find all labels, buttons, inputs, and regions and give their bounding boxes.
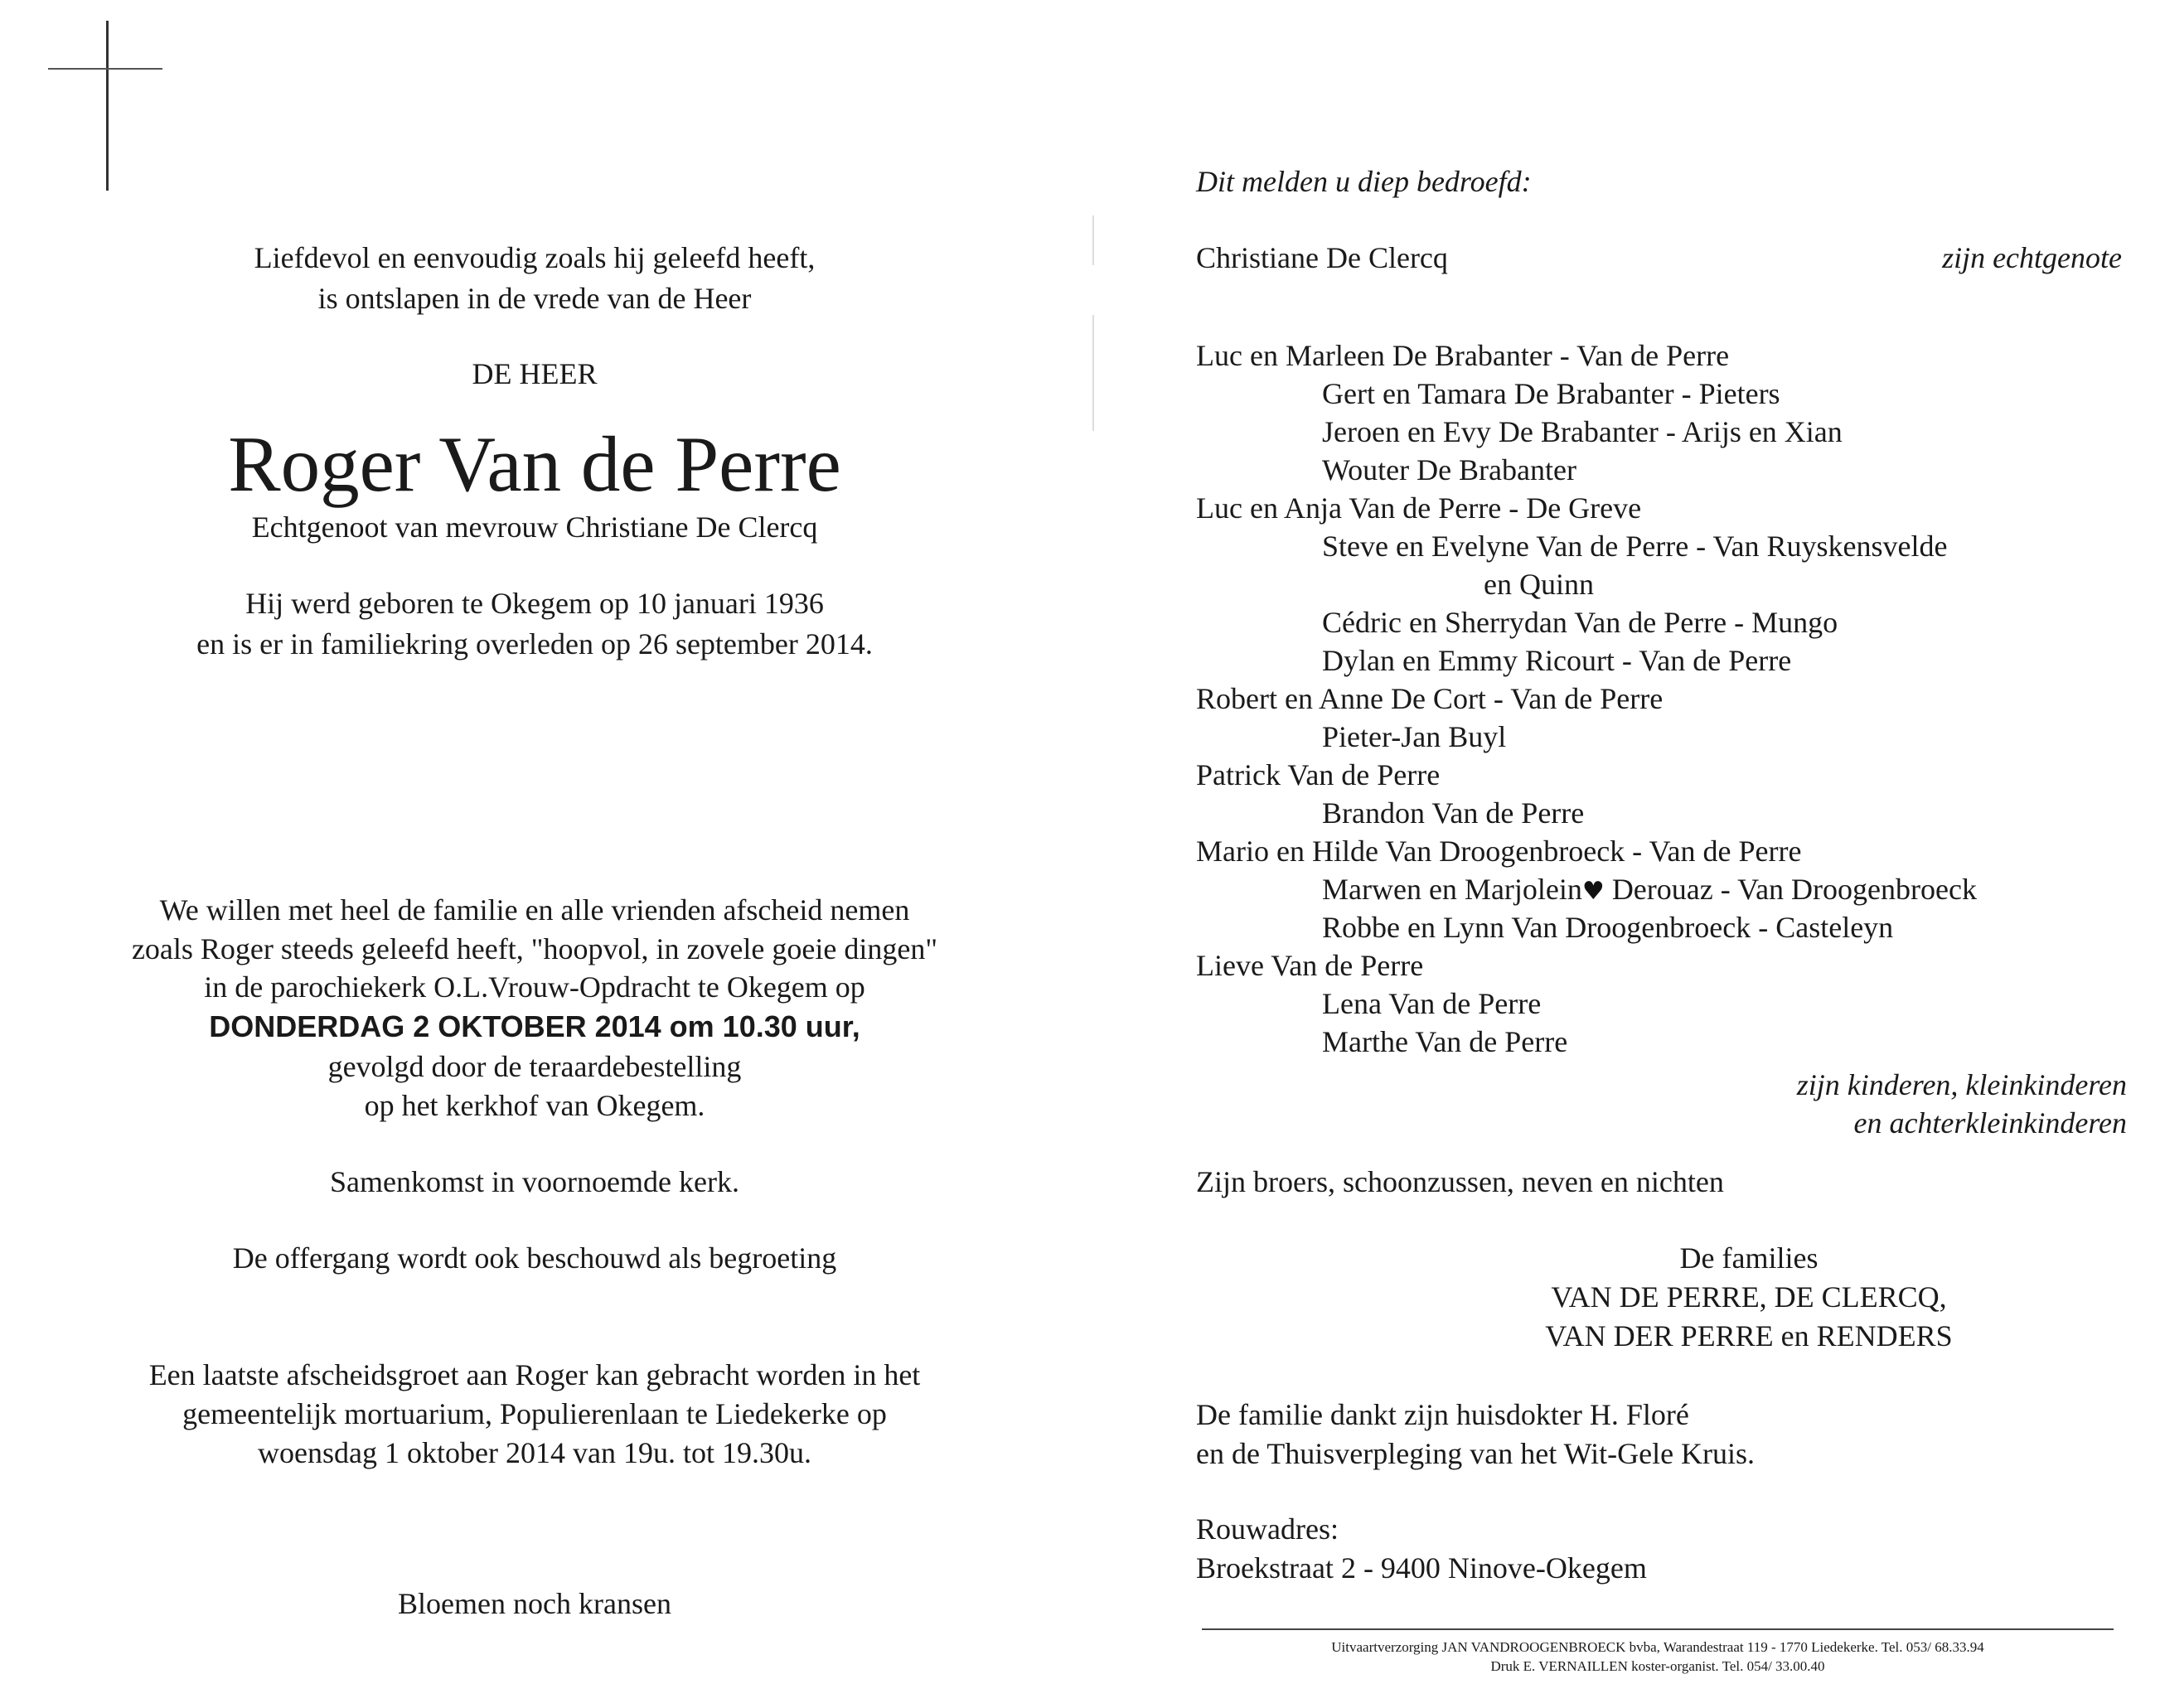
family-member [1322, 603, 1838, 641]
family-member [1322, 718, 1506, 756]
footer-rule [1202, 1628, 2114, 1630]
spouse-name: Christiane De Clercq [1196, 241, 1448, 274]
family-member-name-suffix: Derouaz - Van Droogenbroeck [1604, 873, 1977, 906]
family-member [1322, 985, 1541, 1023]
family-member [1322, 413, 1843, 451]
family-member-name: Lieve Van de Perre [1196, 949, 1424, 982]
viewing-line-2: gemeentelijk mortuarium, Populierenlaan te Liedekerke op [182, 1397, 887, 1430]
family-member [1196, 336, 1729, 375]
death-line: en is er in familiekring overleden op 26 september 2014. [196, 627, 873, 660]
family-member-name: Jeroen en Evy De Brabanter - Arijs en Xian [1322, 415, 1843, 448]
honorific: DE HEER [472, 357, 598, 390]
family-member [1322, 794, 1584, 832]
family-member [1322, 908, 1893, 946]
family-member [1322, 1023, 1567, 1061]
siblings-line: Zijn broers, schoonzussen, neven en nichten [1196, 1165, 1724, 1198]
family-member-name: Brandon Van de Perre [1322, 796, 1585, 830]
gathering-line: Samenkomst in voornoemde kerk. [330, 1165, 739, 1198]
spouse-role: zijn echtgenote [1942, 241, 2122, 274]
farewell-line-3: in de parochiekerk O.L.Vrouw-Opdracht te Okegem op [204, 970, 865, 1004]
fold-mark [1092, 215, 1094, 265]
fold-mark [1092, 315, 1094, 431]
announcement: Dit melden u diep bedroefd: [1196, 165, 1532, 198]
offering-line: De offergang wordt ook beschouwd als begroeting [232, 1241, 837, 1275]
family-member-name: Lena Van de Perre [1322, 987, 1542, 1020]
flowers-line: Bloemen noch kransen [398, 1587, 671, 1620]
intro-line-2: is ontslapen in de vrede van de Heer [317, 282, 752, 315]
family-member [1196, 832, 1801, 870]
family-member-name: Robert en Anne De Cort - Van de Perre [1196, 682, 1664, 715]
spouse-line: Echtgenoot van mevrouw Christiane De Clercq [251, 510, 818, 544]
family-member-name: en Quinn [1484, 568, 1594, 601]
family-member-name: Luc en Marleen De Brabanter - Van de Perre [1196, 339, 1730, 372]
family-member-name: Robbe en Lynn Van Droogenbroeck - Casteleyn [1322, 911, 1894, 944]
family-member-name: Marthe Van de Perre [1322, 1025, 1568, 1058]
family-member-name: Dylan en Emmy Ricourt - Van de Perre [1322, 644, 1792, 677]
burial-line-1: gevolgd door de teraardebestelling [327, 1050, 742, 1083]
family-member [1322, 451, 1576, 489]
family-member-name: Luc en Anja Van de Perre - De Greve [1196, 491, 1642, 525]
farewell-line-1: We willen met heel de familie en alle vrienden afscheid nemen [159, 893, 910, 927]
family-member [1196, 756, 1440, 794]
thanks-line-1: De familie dankt zijn huisdokter H. Floré [1196, 1398, 1689, 1431]
family-member-name: Marwen en Marjolein [1322, 873, 1582, 906]
families-label: De families [1679, 1241, 1819, 1275]
intro-line-1: Liefdevol en eenvoudig zoals hij geleefd heeft, [254, 241, 816, 274]
family-member [1322, 375, 1780, 413]
family-member-name: Steve en Evelyne Van de Perre - Van Ruyskensvelde [1322, 530, 1948, 563]
children-role-2: en achterkleinkinderen [1853, 1106, 2127, 1139]
families-line-2: VAN DER PERRE en RENDERS [1545, 1319, 1953, 1352]
family-member-name: Gert en Tamara De Brabanter - Pieters [1322, 377, 1780, 410]
family-member [1196, 489, 1641, 527]
family-member [1322, 870, 1977, 911]
family-member [1484, 565, 1594, 603]
address-label: Rouwadres: [1196, 1512, 1339, 1546]
thanks-line-2: en de Thuisverpleging van het Wit-Gele Kruis. [1196, 1437, 1756, 1470]
footer-line-2: Druk E. VERNAILLEN koster-organist. Tel. 054/ 33.00.40 [1490, 1658, 1825, 1674]
family-member-name: Mario en Hilde Van Droogenbroeck - Van de Perre [1196, 835, 1802, 868]
heart-icon: ♥ [1581, 877, 1605, 906]
deceased-name: Roger Van de Perre [228, 420, 841, 508]
family-member-name: Wouter De Brabanter [1322, 453, 1576, 486]
family-member [1322, 641, 1791, 680]
family-member-name: Cédric en Sherrydan Van de Perre - Mungo [1322, 606, 1838, 639]
farewell-line-2: zoals Roger steeds geleefd heeft, "hoopvol, in zovele goeie dingen" [131, 932, 938, 965]
footer-line-1: Uitvaartverzorging JAN VANDROOGENBROECK bvba, Warandestraat 119 - 1770 Liedekerke. Tel. 053/ 68.33.94 [1331, 1639, 1984, 1655]
family-member-name: Pieter-Jan Buyl [1322, 720, 1507, 753]
birth-line: Hij werd geboren te Okegem op 10 januari 1936 [245, 587, 824, 620]
family-member [1196, 946, 1423, 985]
cross-icon [106, 21, 109, 191]
viewing-line-3: woensdag 1 oktober 2014 van 19u. tot 19.30u. [258, 1436, 811, 1469]
address: Broekstraat 2 - 9400 Ninove-Okegem [1196, 1551, 1647, 1585]
family-member-name: Patrick Van de Perre [1196, 758, 1441, 791]
burial-line-2: op het kerkhof van Okegem. [364, 1089, 705, 1122]
family-member [1322, 527, 1947, 565]
service-date: DONDERDAG 2 OKTOBER 2014 om 10.30 uur, [209, 1009, 860, 1043]
families-line-1: VAN DE PERRE, DE CLERCQ, [1551, 1280, 1947, 1314]
family-member [1196, 680, 1663, 718]
cross-icon-bar [48, 68, 162, 70]
viewing-line-1: Een laatste afscheidsgroet aan Roger kan gebracht worden in het [148, 1358, 921, 1391]
children-role-1: zijn kinderen, kleinkinderen [1796, 1068, 2127, 1101]
